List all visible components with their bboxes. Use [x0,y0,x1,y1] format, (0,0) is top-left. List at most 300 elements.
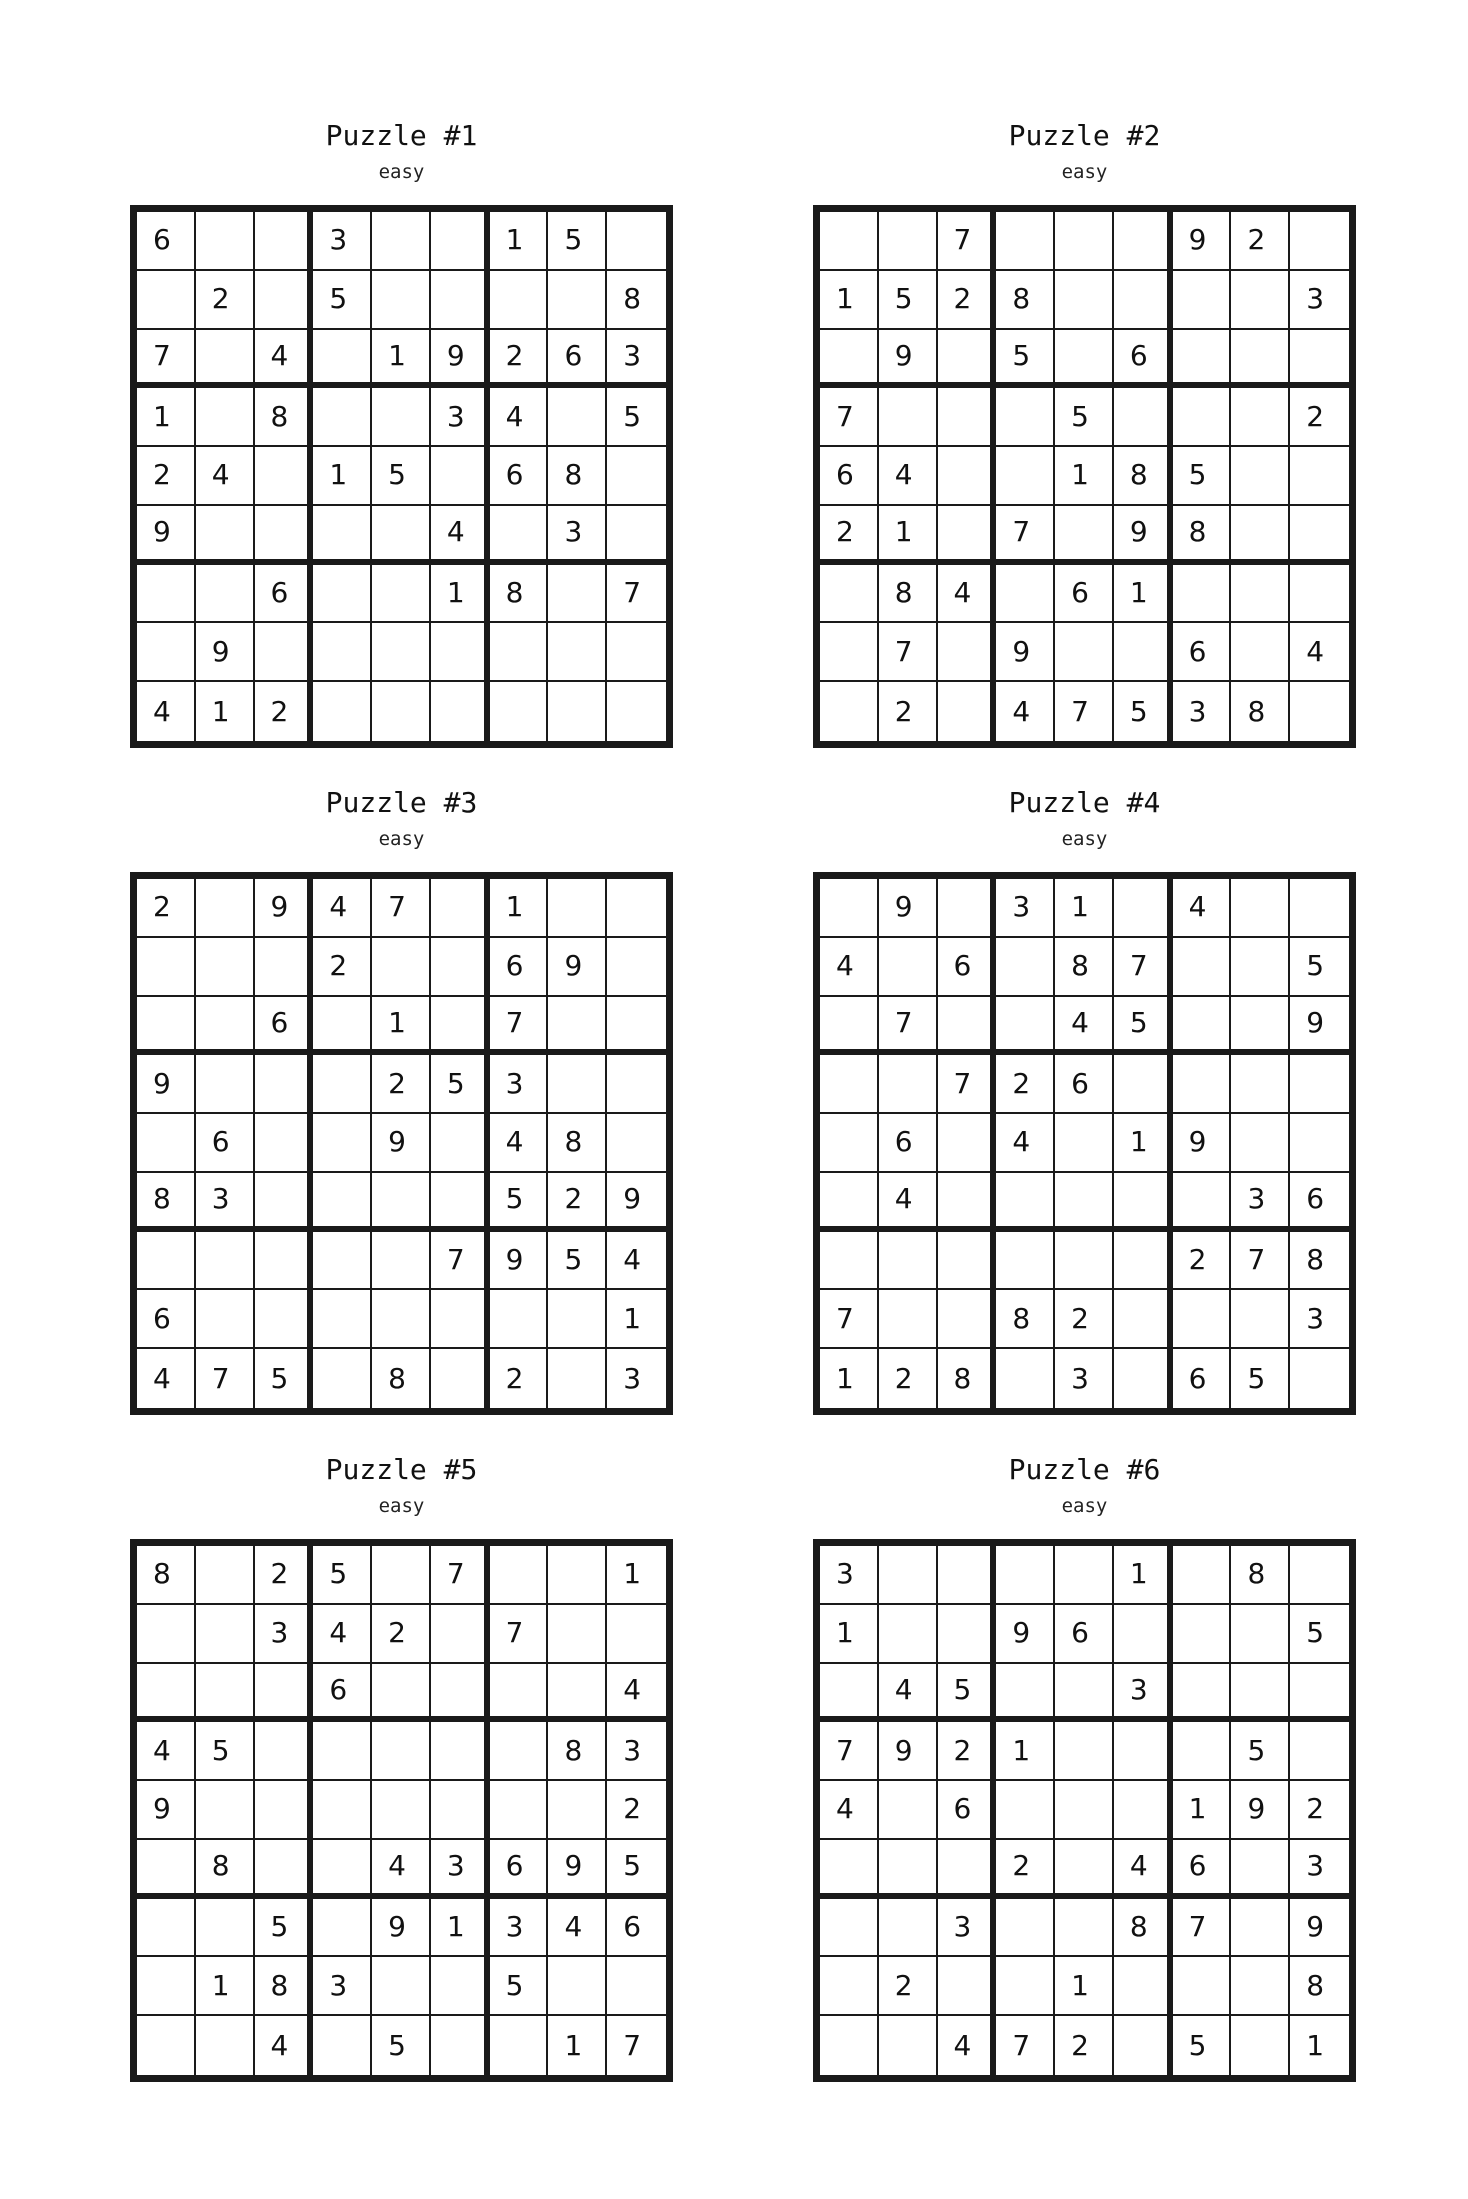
sudoku-cell[interactable] [1290,1957,1349,2016]
sudoku-cell[interactable] [820,330,879,389]
sudoku-cell[interactable] [1231,1546,1290,1605]
sudoku-cell[interactable] [548,1957,607,2016]
sudoku-cell[interactable] [137,2016,196,2075]
sudoku-cell[interactable] [1055,212,1114,271]
sudoku-cell[interactable] [1114,623,1173,682]
sudoku-cell[interactable] [313,1290,372,1349]
sudoku-cell[interactable] [1231,330,1290,389]
sudoku-cell[interactable] [137,330,196,389]
sudoku-cell[interactable] [490,565,549,624]
sudoku-cell[interactable] [372,997,431,1056]
sudoku-cell[interactable] [996,2016,1055,2075]
sudoku-cell[interactable] [372,1605,431,1664]
sudoku-cell[interactable] [1114,879,1173,938]
sudoku-cell[interactable] [196,506,255,565]
sudoku-cell[interactable] [820,1664,879,1723]
sudoku-cell[interactable] [938,2016,997,2075]
sudoku-cell[interactable] [1290,1232,1349,1291]
sudoku-cell[interactable] [313,1899,372,1958]
sudoku-cell[interactable] [1231,1605,1290,1664]
sudoku-cell[interactable] [255,682,314,741]
sudoku-cell[interactable] [1173,1899,1232,1958]
sudoku-cell[interactable] [1055,1664,1114,1723]
sudoku-cell[interactable] [490,506,549,565]
sudoku-cell[interactable] [372,1781,431,1840]
sudoku-cell[interactable] [1114,1899,1173,1958]
sudoku-cell[interactable] [1055,1605,1114,1664]
sudoku-cell[interactable] [607,997,666,1056]
sudoku-cell[interactable] [1290,1899,1349,1958]
sudoku-cell[interactable] [1055,388,1114,447]
sudoku-cell[interactable] [1290,997,1349,1056]
sudoku-cell[interactable] [1231,1173,1290,1232]
sudoku-cell[interactable] [1055,1899,1114,1958]
sudoku-cell[interactable] [196,1114,255,1173]
sudoku-cell[interactable] [372,271,431,330]
sudoku-cell[interactable] [938,1605,997,1664]
sudoku-cell[interactable] [255,2016,314,2075]
sudoku-cell[interactable] [137,1232,196,1291]
sudoku-cell[interactable] [879,506,938,565]
sudoku-cell[interactable] [372,1114,431,1173]
sudoku-cell[interactable] [255,1290,314,1349]
sudoku-cell[interactable] [431,1781,490,1840]
sudoku-cell[interactable] [1290,565,1349,624]
sudoku-cell[interactable] [137,212,196,271]
sudoku-cell[interactable] [1055,1349,1114,1408]
sudoku-cell[interactable] [196,623,255,682]
sudoku-cell[interactable] [1290,1546,1349,1605]
sudoku-cell[interactable] [938,1840,997,1899]
sudoku-cell[interactable] [607,388,666,447]
sudoku-cell[interactable] [137,1781,196,1840]
sudoku-cell[interactable] [196,938,255,997]
sudoku-cell[interactable] [607,1232,666,1291]
sudoku-cell[interactable] [196,1840,255,1899]
sudoku-cell[interactable] [548,1605,607,1664]
sudoku-cell[interactable] [1055,1232,1114,1291]
sudoku-cell[interactable] [879,1722,938,1781]
sudoku-cell[interactable] [607,1664,666,1723]
sudoku-cell[interactable] [996,682,1055,741]
sudoku-cell[interactable] [879,1349,938,1408]
sudoku-cell[interactable] [1290,938,1349,997]
sudoku-cell[interactable] [372,1232,431,1291]
sudoku-cell[interactable] [1231,1957,1290,2016]
sudoku-cell[interactable] [1231,388,1290,447]
sudoku-cell[interactable] [313,1840,372,1899]
sudoku-cell[interactable] [996,1605,1055,1664]
sudoku-cell[interactable] [548,879,607,938]
sudoku-cell[interactable] [879,1290,938,1349]
sudoku-cell[interactable] [548,330,607,389]
sudoku-cell[interactable] [938,623,997,682]
sudoku-cell[interactable] [1173,1232,1232,1291]
sudoku-cell[interactable] [1290,1605,1349,1664]
sudoku-cell[interactable] [607,565,666,624]
sudoku-cell[interactable] [1114,938,1173,997]
sudoku-cell[interactable] [1231,1290,1290,1349]
sudoku-cell[interactable] [372,1290,431,1349]
sudoku-cell[interactable] [196,565,255,624]
sudoku-cell[interactable] [1231,1055,1290,1114]
sudoku-cell[interactable] [313,879,372,938]
sudoku-cell[interactable] [938,879,997,938]
sudoku-cell[interactable] [548,447,607,506]
sudoku-cell[interactable] [255,997,314,1056]
sudoku-cell[interactable] [313,1114,372,1173]
sudoku-cell[interactable] [431,212,490,271]
sudoku-cell[interactable] [938,1957,997,2016]
sudoku-cell[interactable] [1055,565,1114,624]
sudoku-cell[interactable] [1114,997,1173,1056]
sudoku-cell[interactable] [137,1899,196,1958]
sudoku-cell[interactable] [1114,1114,1173,1173]
sudoku-cell[interactable] [820,1114,879,1173]
sudoku-cell[interactable] [255,623,314,682]
sudoku-cell[interactable] [490,1055,549,1114]
sudoku-cell[interactable] [1173,623,1232,682]
sudoku-cell[interactable] [313,1055,372,1114]
sudoku-cell[interactable] [372,447,431,506]
sudoku-cell[interactable] [1231,879,1290,938]
sudoku-cell[interactable] [313,938,372,997]
sudoku-cell[interactable] [490,682,549,741]
sudoku-cell[interactable] [548,1781,607,1840]
sudoku-cell[interactable] [313,388,372,447]
sudoku-cell[interactable] [820,623,879,682]
sudoku-cell[interactable] [196,1722,255,1781]
sudoku-cell[interactable] [1173,682,1232,741]
sudoku-cell[interactable] [1173,330,1232,389]
sudoku-cell[interactable] [938,388,997,447]
sudoku-cell[interactable] [996,879,1055,938]
sudoku-cell[interactable] [137,1173,196,1232]
sudoku-cell[interactable] [1231,938,1290,997]
sudoku-cell[interactable] [1173,565,1232,624]
sudoku-cell[interactable] [1173,1349,1232,1408]
sudoku-cell[interactable] [607,2016,666,2075]
sudoku-cell[interactable] [313,1173,372,1232]
sudoku-cell[interactable] [996,212,1055,271]
sudoku-cell[interactable] [372,388,431,447]
sudoku-cell[interactable] [196,447,255,506]
sudoku-cell[interactable] [1114,506,1173,565]
sudoku-cell[interactable] [490,2016,549,2075]
sudoku-cell[interactable] [879,1055,938,1114]
sudoku-cell[interactable] [607,938,666,997]
sudoku-cell[interactable] [1055,938,1114,997]
sudoku-cell[interactable] [1173,1114,1232,1173]
sudoku-cell[interactable] [137,565,196,624]
sudoku-cell[interactable] [820,1899,879,1958]
sudoku-cell[interactable] [820,388,879,447]
sudoku-cell[interactable] [820,938,879,997]
sudoku-cell[interactable] [1114,1664,1173,1723]
sudoku-cell[interactable] [255,565,314,624]
sudoku-cell[interactable] [1231,682,1290,741]
sudoku-cell[interactable] [938,997,997,1056]
sudoku-cell[interactable] [938,938,997,997]
sudoku-cell[interactable] [196,1781,255,1840]
sudoku-cell[interactable] [490,623,549,682]
sudoku-cell[interactable] [879,1664,938,1723]
sudoku-cell[interactable] [196,271,255,330]
sudoku-cell[interactable] [1290,1290,1349,1349]
sudoku-cell[interactable] [820,682,879,741]
sudoku-cell[interactable] [548,388,607,447]
sudoku-cell[interactable] [196,1349,255,1408]
sudoku-cell[interactable] [607,447,666,506]
sudoku-cell[interactable] [490,1840,549,1899]
sudoku-cell[interactable] [996,1722,1055,1781]
sudoku-cell[interactable] [938,1173,997,1232]
sudoku-cell[interactable] [431,565,490,624]
sudoku-cell[interactable] [137,997,196,1056]
sudoku-cell[interactable] [1290,1664,1349,1723]
sudoku-cell[interactable] [1173,1781,1232,1840]
sudoku-cell[interactable] [1290,1781,1349,1840]
sudoku-cell[interactable] [548,271,607,330]
sudoku-cell[interactable] [996,388,1055,447]
sudoku-cell[interactable] [255,1722,314,1781]
sudoku-cell[interactable] [255,1781,314,1840]
sudoku-cell[interactable] [1114,1722,1173,1781]
sudoku-cell[interactable] [996,1173,1055,1232]
sudoku-cell[interactable] [996,271,1055,330]
sudoku-cell[interactable] [820,506,879,565]
sudoku-cell[interactable] [879,879,938,938]
sudoku-cell[interactable] [137,1957,196,2016]
sudoku-cell[interactable] [196,1605,255,1664]
sudoku-cell[interactable] [490,1173,549,1232]
sudoku-cell[interactable] [548,1232,607,1291]
sudoku-cell[interactable] [490,1232,549,1291]
sudoku-cell[interactable] [1173,1840,1232,1899]
sudoku-cell[interactable] [1173,2016,1232,2075]
sudoku-cell[interactable] [1055,447,1114,506]
sudoku-cell[interactable] [879,1781,938,1840]
sudoku-cell[interactable] [938,1114,997,1173]
sudoku-cell[interactable] [313,1232,372,1291]
sudoku-cell[interactable] [372,1722,431,1781]
sudoku-cell[interactable] [255,506,314,565]
sudoku-cell[interactable] [996,1232,1055,1291]
sudoku-cell[interactable] [548,938,607,997]
sudoku-cell[interactable] [607,623,666,682]
sudoku-cell[interactable] [313,997,372,1056]
sudoku-cell[interactable] [996,565,1055,624]
sudoku-cell[interactable] [431,506,490,565]
sudoku-cell[interactable] [137,1840,196,1899]
sudoku-cell[interactable] [255,1349,314,1408]
sudoku-cell[interactable] [1231,1722,1290,1781]
sudoku-cell[interactable] [490,1349,549,1408]
sudoku-cell[interactable] [996,330,1055,389]
sudoku-cell[interactable] [255,271,314,330]
sudoku-cell[interactable] [879,271,938,330]
sudoku-cell[interactable] [820,212,879,271]
sudoku-cell[interactable] [137,1290,196,1349]
sudoku-cell[interactable] [820,447,879,506]
sudoku-cell[interactable] [996,506,1055,565]
sudoku-cell[interactable] [1055,1957,1114,2016]
sudoku-cell[interactable] [1114,1781,1173,1840]
sudoku-cell[interactable] [137,1349,196,1408]
sudoku-cell[interactable] [313,271,372,330]
sudoku-cell[interactable] [137,271,196,330]
sudoku-cell[interactable] [137,1722,196,1781]
sudoku-cell[interactable] [1055,623,1114,682]
sudoku-cell[interactable] [137,938,196,997]
sudoku-cell[interactable] [607,879,666,938]
sudoku-cell[interactable] [137,447,196,506]
sudoku-cell[interactable] [1055,879,1114,938]
sudoku-cell[interactable] [548,1722,607,1781]
sudoku-cell[interactable] [1114,565,1173,624]
sudoku-cell[interactable] [607,1840,666,1899]
sudoku-cell[interactable] [1231,447,1290,506]
sudoku-cell[interactable] [137,1605,196,1664]
sudoku-cell[interactable] [255,330,314,389]
sudoku-cell[interactable] [372,1173,431,1232]
sudoku-cell[interactable] [607,506,666,565]
sudoku-cell[interactable] [607,1957,666,2016]
sudoku-cell[interactable] [490,1957,549,2016]
sudoku-cell[interactable] [372,565,431,624]
sudoku-cell[interactable] [1173,1290,1232,1349]
sudoku-cell[interactable] [1290,2016,1349,2075]
sudoku-cell[interactable] [255,1605,314,1664]
sudoku-cell[interactable] [820,1781,879,1840]
sudoku-cell[interactable] [1173,938,1232,997]
sudoku-cell[interactable] [1055,1722,1114,1781]
sudoku-cell[interactable] [1114,447,1173,506]
sudoku-cell[interactable] [607,1055,666,1114]
sudoku-cell[interactable] [820,1546,879,1605]
sudoku-cell[interactable] [607,1173,666,1232]
sudoku-cell[interactable] [820,1957,879,2016]
sudoku-cell[interactable] [372,1664,431,1723]
sudoku-cell[interactable] [938,565,997,624]
sudoku-cell[interactable] [137,1055,196,1114]
sudoku-cell[interactable] [879,682,938,741]
sudoku-cell[interactable] [255,1173,314,1232]
sudoku-cell[interactable] [938,1722,997,1781]
sudoku-cell[interactable] [1055,1781,1114,1840]
sudoku-cell[interactable] [996,1114,1055,1173]
sudoku-cell[interactable] [431,1290,490,1349]
sudoku-cell[interactable] [431,1173,490,1232]
sudoku-cell[interactable] [137,1114,196,1173]
sudoku-cell[interactable] [1231,565,1290,624]
sudoku-cell[interactable] [431,623,490,682]
sudoku-cell[interactable] [1231,271,1290,330]
sudoku-cell[interactable] [490,447,549,506]
sudoku-cell[interactable] [1114,1290,1173,1349]
sudoku-cell[interactable] [996,938,1055,997]
sudoku-cell[interactable] [548,682,607,741]
sudoku-cell[interactable] [1290,1349,1349,1408]
sudoku-cell[interactable] [196,1546,255,1605]
sudoku-cell[interactable] [313,1957,372,2016]
sudoku-cell[interactable] [1173,879,1232,938]
sudoku-cell[interactable] [137,1664,196,1723]
sudoku-cell[interactable] [1290,879,1349,938]
sudoku-cell[interactable] [431,997,490,1056]
sudoku-cell[interactable] [313,565,372,624]
sudoku-cell[interactable] [313,682,372,741]
sudoku-cell[interactable] [607,1781,666,1840]
sudoku-cell[interactable] [490,1899,549,1958]
sudoku-cell[interactable] [820,1605,879,1664]
sudoku-cell[interactable] [1114,1546,1173,1605]
sudoku-cell[interactable] [313,1349,372,1408]
sudoku-cell[interactable] [1290,330,1349,389]
sudoku-cell[interactable] [1114,271,1173,330]
sudoku-cell[interactable] [137,506,196,565]
sudoku-cell[interactable] [1114,1055,1173,1114]
sudoku-cell[interactable] [431,1232,490,1291]
sudoku-cell[interactable] [372,506,431,565]
sudoku-cell[interactable] [1055,330,1114,389]
sudoku-cell[interactable] [996,997,1055,1056]
sudoku-cell[interactable] [996,1664,1055,1723]
sudoku-cell[interactable] [1231,1232,1290,1291]
sudoku-cell[interactable] [1173,388,1232,447]
sudoku-cell[interactable] [137,388,196,447]
sudoku-cell[interactable] [1114,2016,1173,2075]
sudoku-cell[interactable] [820,1173,879,1232]
sudoku-cell[interactable] [1114,1957,1173,2016]
sudoku-cell[interactable] [196,1957,255,2016]
sudoku-cell[interactable] [879,1605,938,1664]
sudoku-cell[interactable] [607,1349,666,1408]
sudoku-cell[interactable] [1055,506,1114,565]
sudoku-cell[interactable] [607,330,666,389]
sudoku-cell[interactable] [1173,447,1232,506]
sudoku-cell[interactable] [137,623,196,682]
sudoku-cell[interactable] [820,1722,879,1781]
sudoku-cell[interactable] [431,1114,490,1173]
sudoku-cell[interactable] [607,1290,666,1349]
sudoku-cell[interactable] [313,623,372,682]
sudoku-cell[interactable] [1055,1546,1114,1605]
sudoku-cell[interactable] [196,1232,255,1291]
sudoku-cell[interactable] [938,1546,997,1605]
sudoku-cell[interactable] [879,623,938,682]
sudoku-cell[interactable] [548,997,607,1056]
sudoku-cell[interactable] [879,1173,938,1232]
sudoku-cell[interactable] [1290,447,1349,506]
sudoku-cell[interactable] [490,997,549,1056]
sudoku-cell[interactable] [996,1781,1055,1840]
sudoku-cell[interactable] [548,506,607,565]
sudoku-cell[interactable] [255,1664,314,1723]
sudoku-cell[interactable] [1055,1840,1114,1899]
sudoku-cell[interactable] [1173,1957,1232,2016]
sudoku-cell[interactable] [490,330,549,389]
sudoku-cell[interactable] [1231,1664,1290,1723]
sudoku-cell[interactable] [196,1055,255,1114]
sudoku-cell[interactable] [996,1957,1055,2016]
sudoku-cell[interactable] [196,997,255,1056]
sudoku-cell[interactable] [1290,1114,1349,1173]
sudoku-cell[interactable] [490,1114,549,1173]
sudoku-cell[interactable] [431,1605,490,1664]
sudoku-cell[interactable] [313,447,372,506]
sudoku-cell[interactable] [938,1899,997,1958]
